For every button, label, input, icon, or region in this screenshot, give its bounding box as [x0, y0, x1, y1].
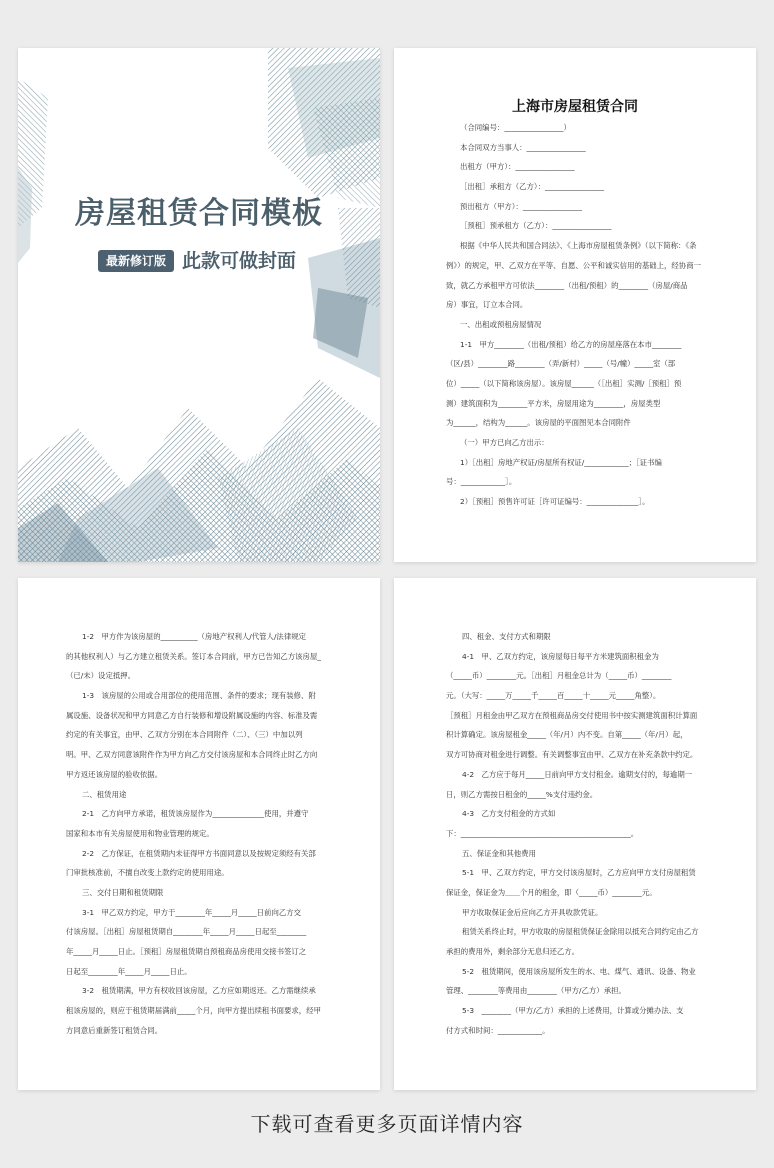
contract-line: 保证金，保证金为＿＿个月的租金，即（_____币）________元。 — [446, 887, 657, 897]
contract-page-2 — [18, 578, 380, 1090]
contract-line: 甲方返还该房屋的验收依据。 — [66, 769, 163, 779]
page2-body — [66, 627, 364, 1040]
contract-line: 1-3 该房屋的公用或合用部位的使用范围、条件的要求；现有装修、附 — [82, 691, 316, 701]
contract-line: 一、出租或预租房屋情况 — [460, 319, 542, 329]
footer-caption: 下载可查看更多页面详情内容 — [250, 1112, 524, 1136]
cover-badge: 最新修订版 — [98, 250, 174, 272]
contract-line: 本合同双方当事人：________________ — [460, 142, 586, 152]
contract-line: 3-2 租赁期满，甲方有权收回该房屋，乙方应如期返还。乙方需继续承 — [82, 986, 316, 996]
contract-line: （一）甲方已向乙方出示： — [460, 438, 549, 447]
contract-line: 明。甲、乙双方同意该附件作为甲方向乙方交付该房屋和本合同终止时乙方向 — [66, 750, 318, 760]
contract-line: 致，就乙方承租甲方可依法________（出租/预租）的________（房屋/商品 — [446, 280, 688, 290]
cover-decorative-art — [18, 48, 380, 562]
contract-line: 二、租赁用途 — [82, 789, 127, 799]
contract-line: 日起至________年_____月_____日止。 — [66, 966, 192, 976]
contract-page-1 — [394, 48, 756, 562]
contract-line: 3-1 甲乙双方约定，甲方于________年_____月_____日前向乙方交 — [82, 907, 302, 917]
contract-line: 约定的有关事宜，由甲、乙双方分别在本合同附件（二）、（三）中加以列 — [66, 730, 303, 740]
contract-line: 五、保证金和其他费用 — [462, 848, 536, 858]
page3-body — [446, 627, 744, 1040]
contract-line: ［预租］月租金由甲乙双方在预租商品房交付使用书中按实测建筑面积计算面 — [446, 710, 698, 720]
contract-line: 属设施、设备状况和甲方同意乙方自行装修和增设附属设施的内容、标准及需 — [66, 710, 318, 720]
contract-line: 房）事宜，订立本合同。 — [446, 300, 528, 310]
contract-title: 上海市房屋租赁合同 — [512, 99, 638, 115]
contract-line: 2）［预租］预售许可证［许可证编号：______________］。 — [460, 497, 650, 507]
contract-line: 预出租方（甲方）：________________ — [460, 201, 582, 211]
contract-line: 元。（大写：_____万_____千_____百_____十_____元_____角整）。 — [446, 691, 661, 701]
contract-line: 下：______________________________________________。 — [446, 828, 639, 838]
contract-line: 方同意后重新签订租赁合同。 — [66, 1025, 163, 1035]
contract-line: 4-1 甲、乙双方约定，该房屋每日每平方米建筑面积租金为 — [462, 651, 659, 661]
contract-line: 门审批核准前，不擅自改变上款约定的使用用途。 — [66, 868, 229, 878]
contract-line: 为______，结构为______。该房屋的平面图见本合同附件 — [446, 418, 631, 428]
contract-line: 甲方收取保证金后应向乙方开具收款凭证。 — [462, 907, 603, 917]
contract-line: 日，则乙方需按日租金的_____%支付违约金。 — [446, 789, 598, 799]
contract-line: 积计算确定。该房屋租金_____（年/月）内不变。自第_____（年/月）起， — [446, 730, 688, 740]
cover-page — [18, 48, 380, 562]
contract-line: 2-2 乙方保证，在租赁期内未征得甲方书面同意以及按规定须经有关部 — [82, 848, 316, 858]
contract-page-3 — [394, 578, 756, 1090]
contract-line: 4-3 乙方支付租金的方式如 — [462, 809, 556, 819]
contract-line: 管理、________等费用由________（甲方/乙方）承担。 — [446, 986, 626, 996]
cover-subtitle: 此款可做封面 — [182, 250, 297, 272]
contract-line: 年_____月_____日止。［预租］房屋租赁期自预租商品房使用交接书签订之 — [66, 947, 307, 956]
contract-line: 5-3 ________（甲方/乙方）承担的上述费用，计算或分摊办法、支 — [462, 1006, 684, 1016]
contract-line: 三、交付日期和租赁期限 — [82, 887, 164, 897]
contract-line: ［出租］承租方（乙方）：________________ — [460, 182, 605, 192]
contract-line: 的其他权利人）与乙方建立租赁关系。签订本合同前，甲方已告知乙方该房屋_ — [66, 651, 321, 661]
contract-line: （已/未）设定抵押。 — [66, 671, 136, 681]
contract-line: 双方可协商对租金进行调整。有关调整事宜由甲、乙双方在补充条款中约定。 — [446, 750, 698, 760]
contract-line: 国家和本市有关房屋使用和物业管理的规定。 — [66, 828, 214, 838]
contract-line: 1-2 甲方作为该房屋的__________（房地产权利人/代管人/法律规定 — [82, 632, 306, 641]
contract-line: 测）建筑面积为________平方米，房屋用途为________，房屋类型 — [446, 398, 661, 408]
contract-line: 1-1 甲方________（出租/预租）给乙方的房屋座落在本市________ — [460, 339, 682, 349]
contract-line: 根据《中华人民共和国合同法》、《上海市房屋租赁条例》（以下简称：《条 — [460, 241, 697, 251]
contract-line: （_____币）________元。［出租］月租金总计为（_____币）________ — [446, 671, 672, 681]
contract-line: 4-2 乙方应于每月_____日前向甲方支付租金。逾期支付的，每逾期一 — [462, 769, 693, 779]
contract-line: （合同编号：________________） — [460, 123, 571, 132]
page1-body — [446, 118, 742, 512]
contract-line: ［预租］预承租方（乙方）：________________ — [460, 221, 612, 231]
contract-line: 出租方（甲方）：________________ — [460, 162, 575, 172]
contract-line: 付方式和时间：____________。 — [446, 1025, 550, 1035]
contract-line: 租赁关系终止时，甲方收取的房屋租赁保证金除用以抵充合同约定由乙方 — [462, 927, 699, 937]
cover-title: 房屋租赁合同模板 — [75, 196, 323, 231]
contract-line: （区/县）________路________（弄/新村）_____（号/幢）_____室（部 — [446, 359, 676, 369]
contract-line: 5-1 甲、乙双方约定，甲方交付该房屋时，乙方应向甲方支付房屋租赁 — [462, 868, 696, 878]
contract-line: 付该房屋。［出租］房屋租赁期自________年_____月_____日起至________ — [66, 927, 307, 937]
contract-line: 承担的费用外，剩余部分无息归还乙方。 — [446, 947, 580, 956]
contract-line: 1）［出租］房地产权证/房屋所有权证/____________；［证书编 — [460, 457, 662, 467]
contract-line: 租该房屋的，则应于租赁期届满前_____个月，向甲方提出续租书面要求，经甲 — [66, 1006, 321, 1016]
contract-line: 四、租金、支付方式和期限 — [462, 632, 551, 641]
contract-line: 2-1 乙方向甲方承诺，租赁该房屋作为______________使用，并遵守 — [82, 809, 309, 819]
contract-line: 例》）的规定，甲、乙双方在平等、自愿、公平和诚实信用的基础上，经协商一 — [446, 260, 701, 270]
contract-line: 号：____________］。 — [446, 477, 517, 487]
contract-line: 5-2 租赁期间，使用该房屋所发生的水、电、煤气、通讯、设备、物业 — [462, 966, 696, 976]
contract-line: 位）_____（以下简称该房屋）。该房屋______（［出租］实测/［预租］预 — [446, 378, 682, 388]
